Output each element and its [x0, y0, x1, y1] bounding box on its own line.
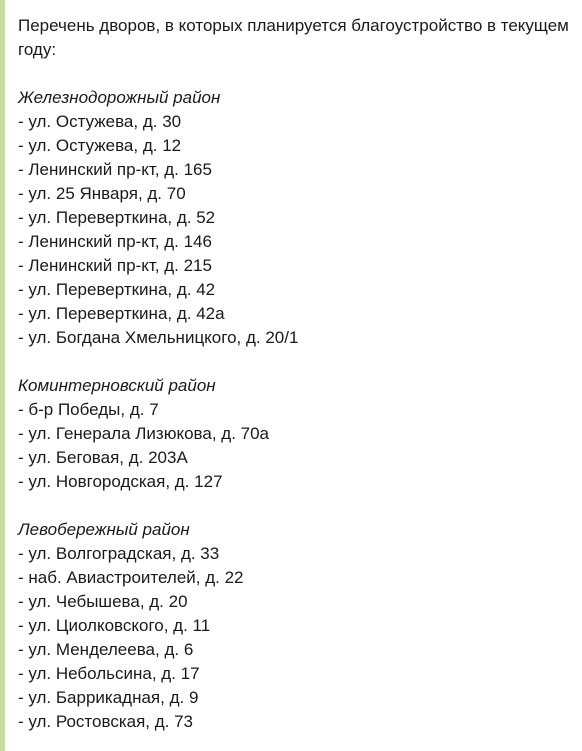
address-item: - ул. Новгородская, д. 127 — [18, 472, 223, 491]
address-item: - ул. Богдана Хмельницкого, д. 20/1 — [18, 328, 299, 347]
address-item: - ул. Баррикадная, д. 9 — [18, 688, 199, 707]
address-item: - ул. Переверткина, д. 42 — [18, 280, 216, 299]
district-section-kominternovsky — [18, 374, 574, 494]
address-item: - ул. Генерала Лизюкова, д. 70а — [18, 424, 269, 443]
district-heading: Железнодорожный район — [18, 88, 221, 107]
message-intro-text: Перечень дворов, в которых планируется благоустройство в текущем году: — [18, 16, 569, 59]
address-item: - б-р Победы, д. 7 — [18, 400, 159, 419]
district-heading: Коминтерновский район — [18, 376, 216, 395]
address-item: - ул. 25 Января, д. 70 — [18, 184, 186, 203]
address-item: - ул. Чебышева, д. 20 — [18, 592, 188, 611]
district-heading: Левобережный район — [18, 520, 190, 539]
address-item: - ул. Переверткина, д. 42а — [18, 304, 225, 323]
address-item: - ул. Волгоградская, д. 33 — [18, 544, 220, 563]
address-item: - наб. Авиастроителей, д. 22 — [18, 568, 244, 587]
district-section-levoberezhny — [18, 518, 574, 734]
address-item: - ул. Беговая, д. 203А — [18, 448, 188, 467]
address-item: - ул. Ростовская, д. 73 — [18, 712, 194, 731]
district-section-zheleznodorozhny — [18, 86, 574, 350]
address-item: - Ленинский пр-кт, д. 146 — [18, 232, 212, 251]
message-accent-bar — [0, 0, 5, 751]
address-item: - ул. Небольсина, д. 17 — [18, 664, 200, 683]
address-item: - ул. Менделеева, д. 6 — [18, 640, 194, 659]
address-item: - ул. Циолковского, д. 11 — [18, 616, 211, 635]
address-item: - Ленинский пр-кт, д. 165 — [18, 160, 212, 179]
address-item: - Ленинский пр-кт, д. 215 — [18, 256, 212, 275]
address-item: - ул. Остужева, д. 12 — [18, 136, 182, 155]
address-item: - ул. Переверткина, д. 52 — [18, 208, 216, 227]
message-content — [18, 14, 574, 734]
address-item: - ул. Остужева, д. 30 — [18, 112, 182, 131]
